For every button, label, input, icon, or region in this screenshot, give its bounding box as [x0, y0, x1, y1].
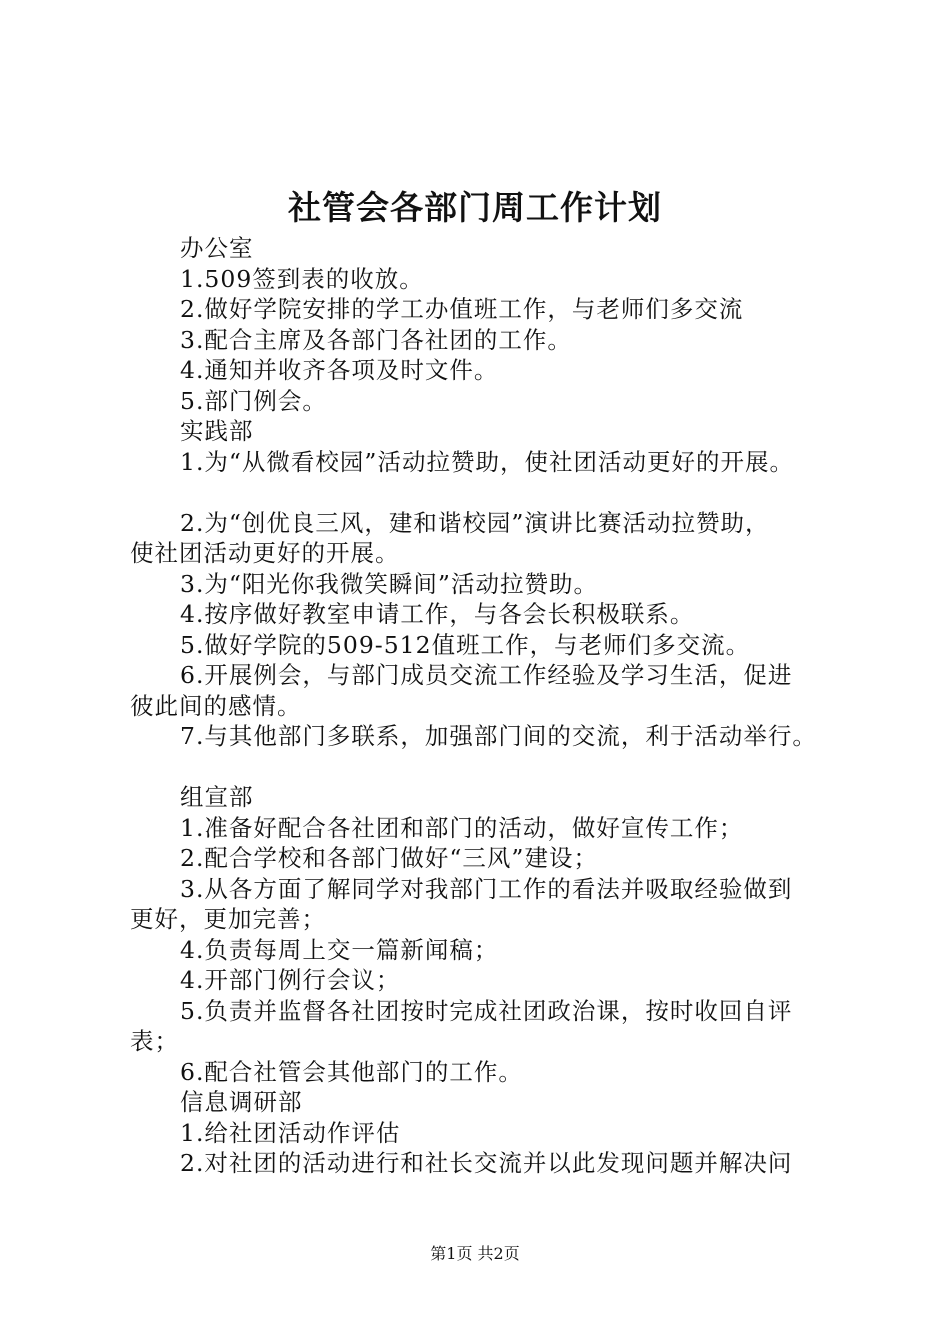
- publicity-item-4b: 4.开部门例行会议；: [180, 966, 401, 994]
- section-heading-practice: 实践部: [180, 417, 254, 445]
- publicity-item-3: 3.从各方面了解同学对我部门工作的看法并吸取经验做到: [180, 874, 793, 903]
- practice-item-1: 1.为“从微看校园”活动拉赞助，使社团活动更好的开展。: [180, 447, 794, 476]
- page-footer: 第1页 共2页: [430, 1244, 520, 1263]
- publicity-item-6: 6.配合社管会其他部门的工作。: [180, 1057, 523, 1086]
- document-body: [130, 233, 850, 1179]
- publicity-item-5: 5.负责并监督各社团按时完成社团政治课，按时收回自评: [180, 996, 793, 1025]
- office-item-1: 1.509签到表的收放。: [180, 264, 424, 293]
- publicity-item-4: 4.负责每周上交一篇新闻稿；: [180, 935, 499, 964]
- blank-line: [130, 477, 850, 508]
- office-item-5: 5.部门例会。: [180, 386, 327, 415]
- practice-item-4: 4.按序做好教室申请工作，与各会长积极联系。: [180, 600, 695, 628]
- publicity-item-5-continued: 表；: [130, 1027, 179, 1055]
- practice-item-7: 7.与其他部门多联系，加强部门间的交流，利于活动举行。: [180, 722, 817, 750]
- publicity-item-1: 1.准备好配合各社团和部门的活动，做好宣传工作；: [180, 813, 744, 842]
- office-item-4: 4.通知并收齐各项及时文件。: [180, 356, 499, 384]
- practice-item-6: 6.开展例会，与部门成员交流工作经验及学习生活，促进: [180, 661, 793, 689]
- section-heading-office: 办公室: [180, 234, 254, 262]
- practice-item-3: 3.为“阳光你我微笑瞬间”活动拉赞助。: [180, 569, 598, 598]
- section-heading-publicity: 组宣部: [180, 783, 254, 811]
- research-item-1: 1.给社团活动作评估: [180, 1118, 401, 1147]
- page-title: 社管会各部门周工作计划: [288, 188, 662, 227]
- publicity-item-2: 2.配合学校和各部门做好“三风”建设；: [180, 844, 598, 872]
- research-item-2: 2.对社团的活动进行和社长交流并以此发现问题并解决问: [180, 1149, 793, 1177]
- section-heading-research: 信息调研部: [180, 1088, 303, 1116]
- practice-item-6-continued: 彼此间的感情。: [130, 691, 302, 720]
- practice-item-2-continued: 使社团活动更好的开展。: [130, 539, 400, 567]
- publicity-item-3-continued: 更好，更加完善；: [130, 905, 326, 933]
- office-item-3: 3.配合主席及各部门各社团的工作。: [180, 325, 572, 354]
- practice-item-2: 2.为“创优良三风，建和谐校园”演讲比赛活动拉赞助，: [180, 508, 770, 537]
- practice-item-5: 5.做好学院的509-512值班工作，与老师们多交流。: [180, 630, 751, 659]
- office-item-2: 2.做好学院安排的学工办值班工作，与老师们多交流: [180, 295, 744, 323]
- blank-line: [130, 752, 850, 783]
